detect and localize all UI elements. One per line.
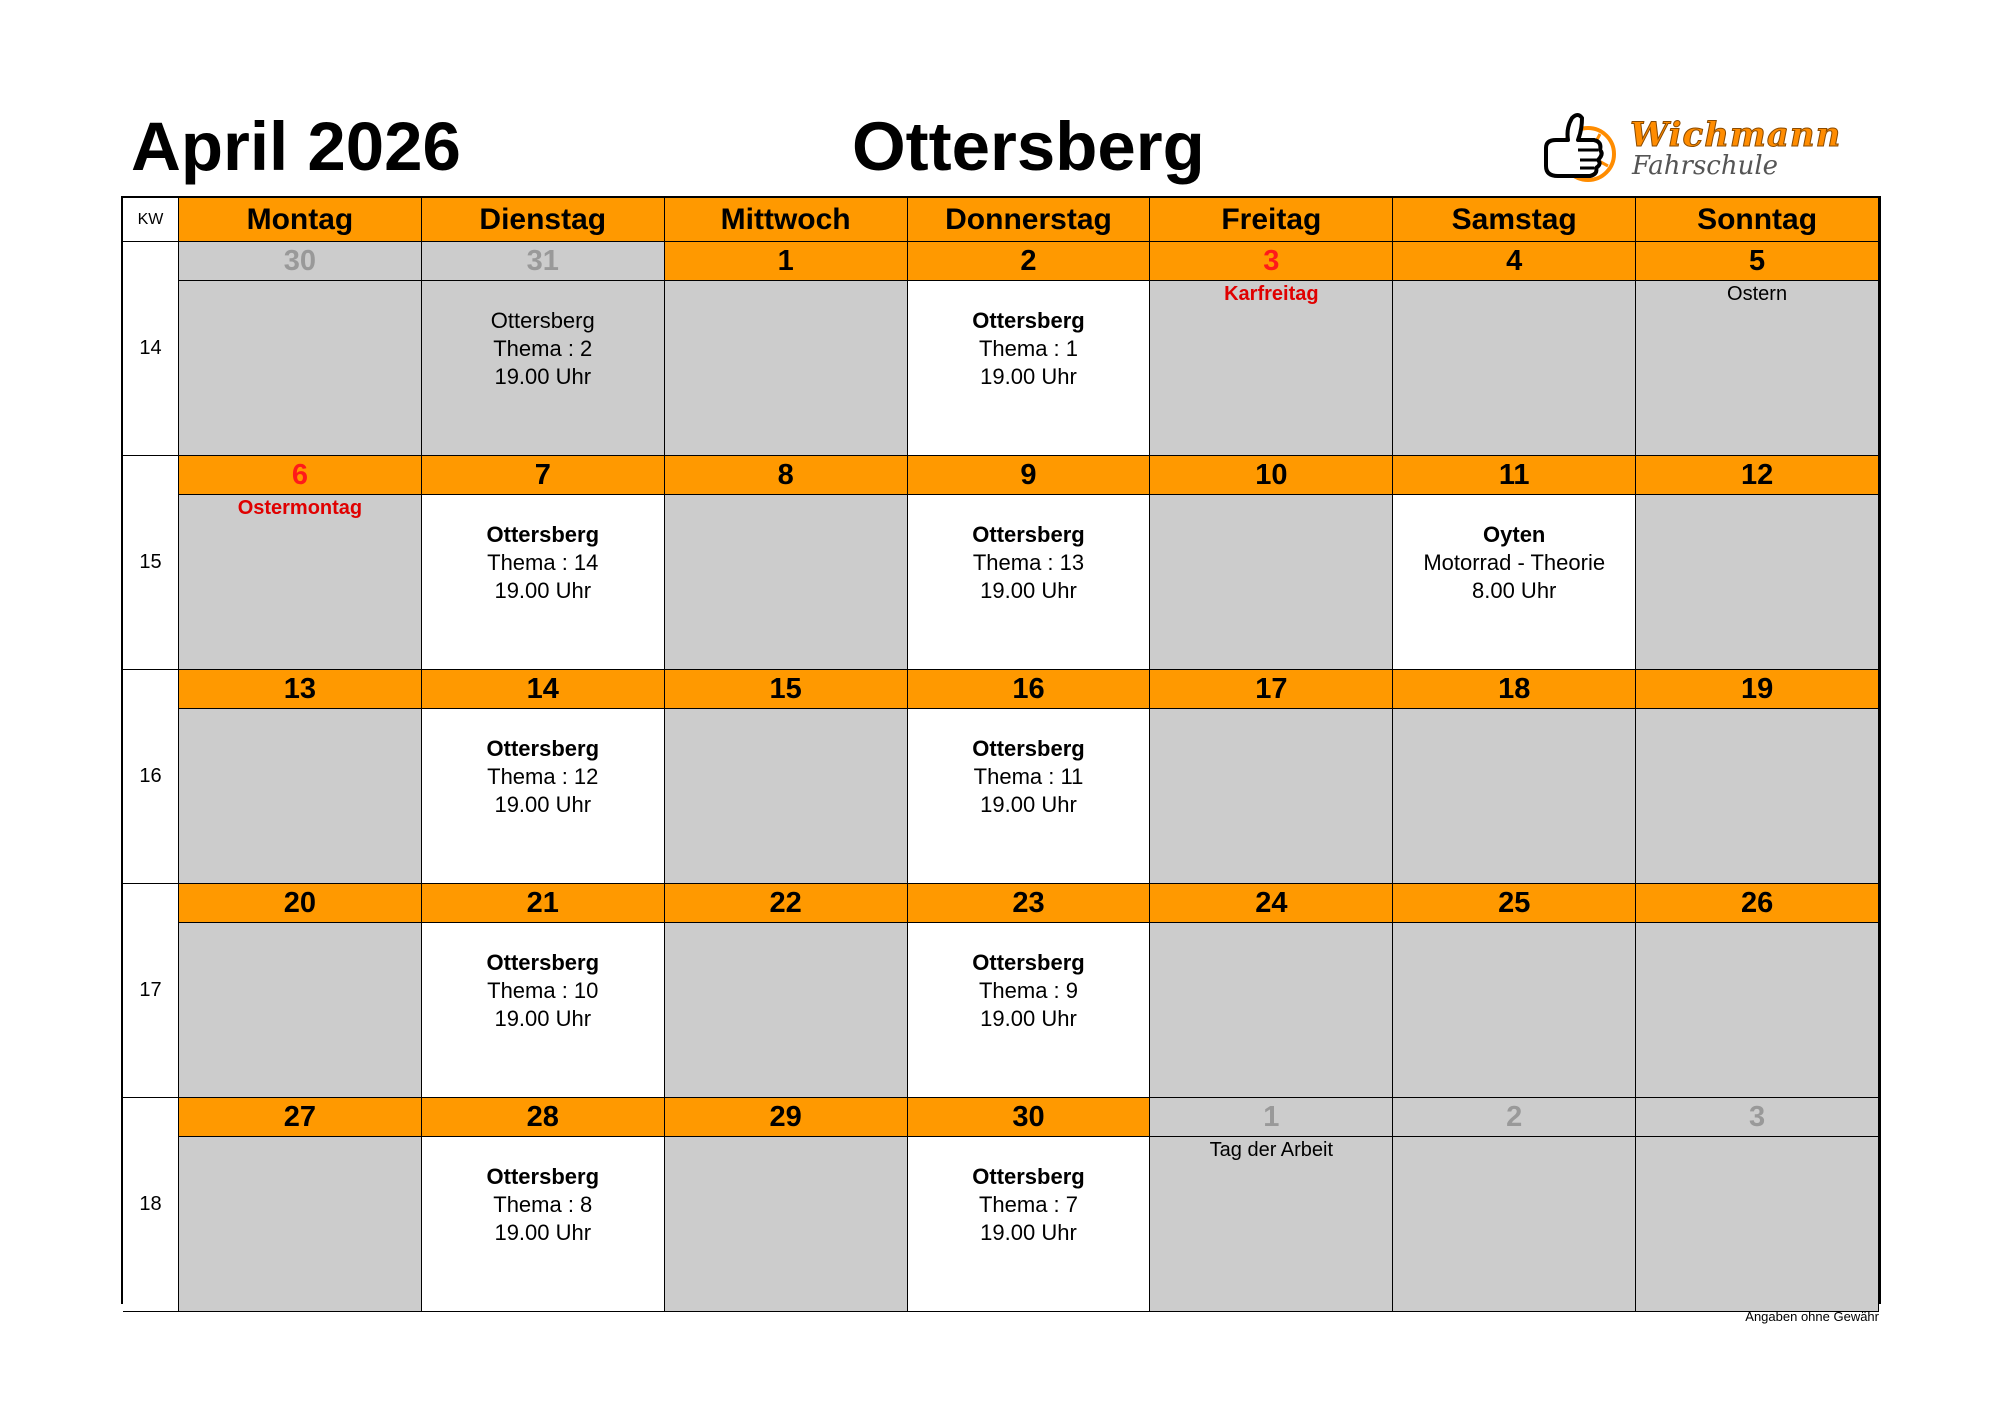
day-cell: [422, 281, 665, 456]
date-number: 10: [1150, 456, 1393, 495]
logo: [1538, 104, 1858, 188]
event-location: Oyten: [1483, 522, 1546, 547]
event-topic: Thema : 11: [973, 764, 1084, 789]
event-topic: Thema : 12: [487, 764, 599, 789]
date-number: 14: [422, 670, 665, 709]
date-number: 29: [665, 1098, 908, 1137]
weekday-header: Samstag: [1393, 198, 1636, 242]
holiday-label: Ostermontag: [237, 497, 363, 519]
day-cell: [1393, 709, 1636, 884]
date-number: 12: [1636, 456, 1879, 495]
date-number: 2: [1393, 1098, 1636, 1137]
kw-header: KW: [123, 198, 179, 242]
event-location: Ottersberg: [972, 522, 1085, 547]
event-location: Ottersberg: [972, 736, 1085, 761]
date-number: 6: [179, 456, 422, 495]
week-number: 18: [123, 1098, 179, 1312]
event-entry: [972, 307, 1084, 391]
day-cell: [1393, 923, 1636, 1098]
holiday-label: Tag der Arbeit: [1209, 1139, 1334, 1161]
day-cell: [1150, 495, 1393, 670]
date-number: 17: [1150, 670, 1393, 709]
event-time: 19.00 Uhr: [494, 578, 592, 603]
event-entry: [972, 735, 1084, 819]
date-number: 20: [179, 884, 422, 923]
month-title: April 2026: [131, 108, 461, 185]
weekday-header: Freitag: [1150, 198, 1393, 242]
calendar-grid: [121, 196, 1881, 1304]
logo-brand-text: Wichmann: [1630, 115, 1842, 155]
date-number: 16: [908, 670, 1151, 709]
event-time: 19.00 Uhr: [980, 578, 1077, 603]
day-cell: [665, 923, 908, 1098]
event-entry: [972, 1163, 1084, 1247]
event-entry: [1423, 521, 1605, 605]
day-cell: [179, 281, 422, 456]
event-entry: [487, 949, 599, 1033]
week-number: 15: [123, 456, 179, 670]
event-time: 19.00 Uhr: [980, 1220, 1077, 1245]
event-location: Ottersberg: [486, 1164, 600, 1189]
date-number: 8: [665, 456, 908, 495]
day-cell: [1636, 1137, 1879, 1312]
weekday-header: Mittwoch: [665, 198, 908, 242]
day-cell: [422, 923, 665, 1098]
event-entry: [487, 521, 599, 605]
date-number: 28: [422, 1098, 665, 1137]
day-cell: [1393, 281, 1636, 456]
day-cell: [179, 709, 422, 884]
event-time: 19.00 Uhr: [494, 364, 592, 389]
day-cell: [1150, 923, 1393, 1098]
date-number: 27: [179, 1098, 422, 1137]
day-cell: [1636, 495, 1879, 670]
day-cell: [1393, 495, 1636, 670]
day-cell: [179, 1137, 422, 1312]
event-location: Ottersberg: [490, 308, 595, 333]
date-number: 30: [179, 242, 422, 281]
weekday-header: Dienstag: [422, 198, 665, 242]
event-topic: Thema : 14: [487, 550, 599, 575]
day-cell: [1636, 281, 1879, 456]
date-number: 22: [665, 884, 908, 923]
day-cell: [422, 495, 665, 670]
day-cell: [665, 281, 908, 456]
holiday-label: Ostern: [1727, 283, 1788, 305]
day-cell: [422, 1137, 665, 1312]
date-number: 23: [908, 884, 1151, 923]
day-cell: [665, 1137, 908, 1312]
event-time: 19.00 Uhr: [980, 1006, 1077, 1031]
date-number: 26: [1636, 884, 1879, 923]
event-location: Ottersberg: [486, 736, 600, 761]
holiday-label: Karfreitag: [1224, 283, 1319, 305]
weekday-header: Donnerstag: [908, 198, 1151, 242]
event-location: Ottersberg: [972, 950, 1085, 975]
event-entry: [487, 735, 599, 819]
disclaimer: Angaben ohne Gewähr: [1745, 1309, 1879, 1324]
event-time: 19.00 Uhr: [494, 1220, 592, 1245]
event-location: Ottersberg: [486, 522, 600, 547]
date-number: 18: [1393, 670, 1636, 709]
date-number: 5: [1636, 242, 1879, 281]
event-time: 19.00 Uhr: [980, 364, 1077, 389]
date-number: 3: [1150, 242, 1393, 281]
event-time: 19.00 Uhr: [494, 792, 592, 817]
day-cell: [422, 709, 665, 884]
date-number: 11: [1393, 456, 1636, 495]
date-number: 21: [422, 884, 665, 923]
event-topic: Thema : 10: [487, 978, 599, 1003]
day-cell: [665, 709, 908, 884]
day-cell: [1393, 1137, 1636, 1312]
event-topic: Thema : 1: [978, 336, 1079, 361]
weekday-header: Sonntag: [1636, 198, 1879, 242]
event-time: 19.00 Uhr: [980, 792, 1077, 817]
date-number: 4: [1393, 242, 1636, 281]
week-number: 16: [123, 670, 179, 884]
date-number: 13: [179, 670, 422, 709]
day-cell: [908, 495, 1151, 670]
day-cell: [179, 495, 422, 670]
event-time: 8.00 Uhr: [1472, 578, 1557, 603]
event-time: 19.00 Uhr: [494, 1006, 592, 1031]
date-number: 2: [908, 242, 1151, 281]
logo-subtitle: Fahrschule: [1632, 151, 1779, 181]
event-topic: Thema : 9: [978, 978, 1079, 1003]
date-number: 25: [1393, 884, 1636, 923]
date-number: 9: [908, 456, 1151, 495]
place-title: Ottersberg: [852, 108, 1205, 185]
day-cell: [1636, 923, 1879, 1098]
date-number: 15: [665, 670, 908, 709]
day-cell: [1150, 281, 1393, 456]
day-cell: [1150, 709, 1393, 884]
day-cell: [908, 923, 1151, 1098]
date-number: 24: [1150, 884, 1393, 923]
event-entry: [491, 307, 595, 391]
event-topic: Thema : 2: [493, 336, 593, 361]
date-number: 19: [1636, 670, 1879, 709]
day-cell: [1636, 709, 1879, 884]
event-topic: Thema : 7: [978, 1192, 1079, 1217]
date-number: 3: [1636, 1098, 1879, 1137]
event-entry: [487, 1163, 599, 1247]
event-entry: [972, 949, 1084, 1033]
thumbs-up-icon: [1538, 104, 1624, 188]
week-number: 14: [123, 242, 179, 456]
event-location: Ottersberg: [486, 950, 600, 975]
date-number: 1: [1150, 1098, 1393, 1137]
day-cell: [665, 495, 908, 670]
date-number: 7: [422, 456, 665, 495]
event-topic: Thema : 13: [972, 550, 1085, 575]
event-topic: Thema : 8: [493, 1192, 593, 1217]
date-number: 31: [422, 242, 665, 281]
event-location: Ottersberg: [972, 1164, 1085, 1189]
day-cell: [908, 1137, 1151, 1312]
date-number: 1: [665, 242, 908, 281]
event-entry: [972, 521, 1084, 605]
date-number: 30: [908, 1098, 1151, 1137]
weekday-header: Montag: [179, 198, 422, 242]
day-cell: [908, 709, 1151, 884]
event-topic: Motorrad - Theorie: [1423, 550, 1606, 575]
event-location: Ottersberg: [972, 308, 1085, 333]
day-cell: [908, 281, 1151, 456]
week-number: 17: [123, 884, 179, 1098]
day-cell: [179, 923, 422, 1098]
day-cell: [1150, 1137, 1393, 1312]
